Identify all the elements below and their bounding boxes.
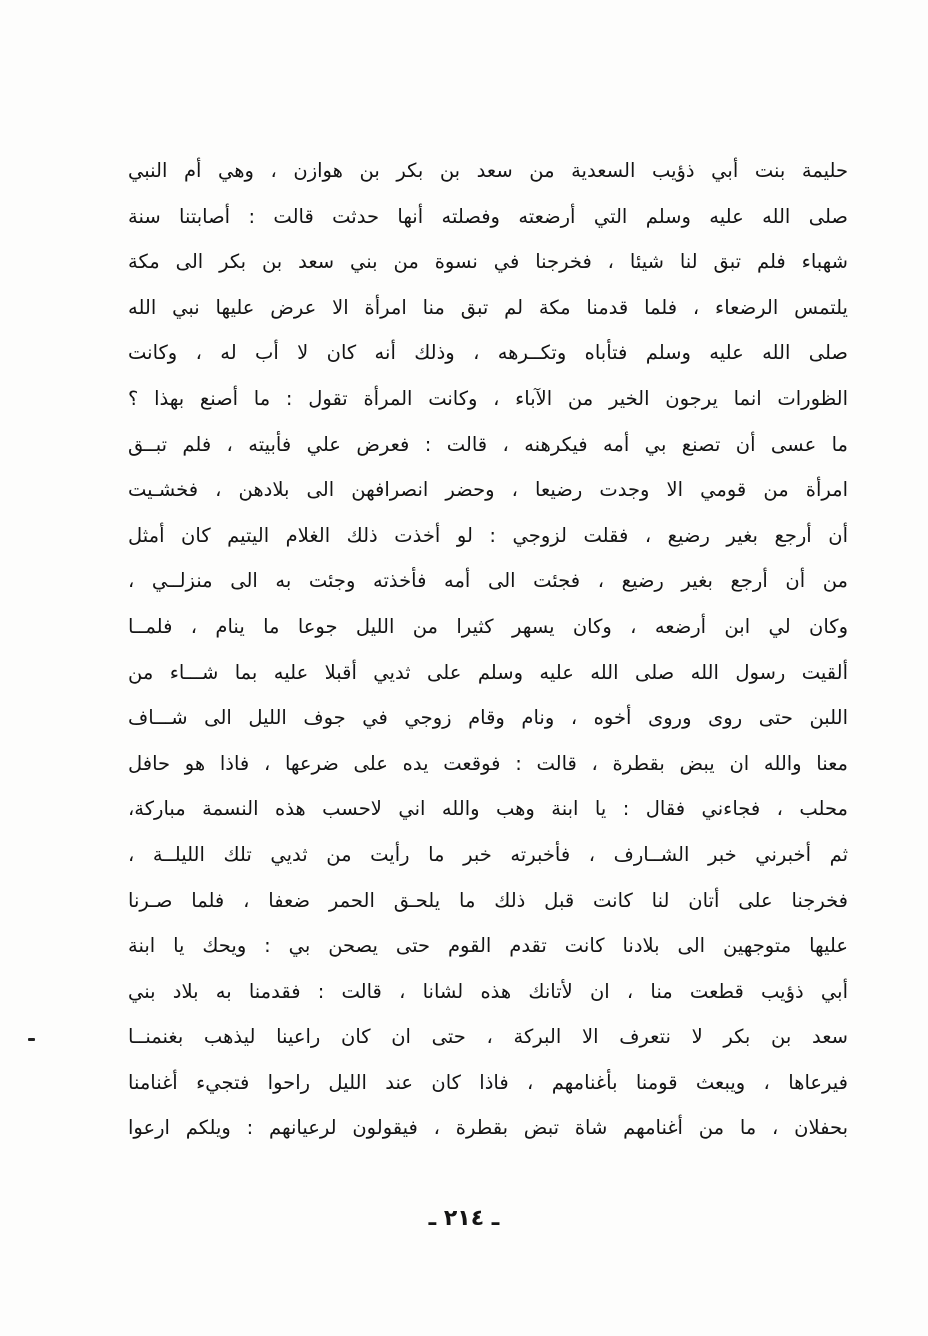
text-line: يلتمس الرضعاء ، فلما قدمنا مكة لم تبق منا امرأة الا عرض عليها نبي الله (128, 295, 848, 319)
text-line: من أن أرجع بغير رضيع ، فجئت الى أمه فأخذته وجئت به الى منزلــي ، (128, 569, 848, 593)
text-line: ثم أخبرني خبر الشــارف ، فأخبرته خبر ما رأيت من ثديي تلك الليلــة ، (128, 842, 848, 866)
text-line: عليها متوجهين الى بلادنا كانت تقدم القوم حتى يصحن بي : ويحك يا ابنة (128, 934, 848, 958)
text-line: معنا والله ان يبض بقطرة ، قالت : فوقعت يده على ضرعها ، فاذا هو حافل (128, 751, 848, 775)
text-line: محلب ، فجاءني فقال : يا ابنة وهب والله اني لاحسب هذه النسمة مباركة، (128, 797, 848, 821)
text-line: أن أرجع بغير رضيع ، فقلت لزوجي : لو أخذت ذلك الغلام اليتيم كان أمثل (128, 523, 848, 547)
text-line: فيرعاها ، ويبعث قومنا بأغنامهم ، فاذا كان عند الليل راحوا فتجيء أغنامنا (128, 1070, 848, 1094)
text-line: سعد بن بكر لا نتعرف الا البركة ، حتى ان كان راعينا ليذهب بغنمنــا (128, 1025, 848, 1049)
text-line: صلى الله عليه وسلم التي أرضعته وفصلته أنها حدثت قالت : أصابتنا سنة (128, 204, 848, 228)
text-line: أبي ذؤيب قطعت منا ، ان لأتانك هذه لشانا ، قالت : فقدمنا به بلاد بني (128, 979, 848, 1003)
text-line: الظورات انما يرجون الخير من الآباء ، وكانت المرأة تقول : ما أصنع بهذا ؟ (128, 386, 848, 410)
text-line: ألقيت رسول الله صلى الله عليه وسلم على ثديي أقبلا عليه بما شـــاء من (128, 660, 848, 684)
text-line: شهباء فلم تبق لنا شيئا ، فخرجنا في نسوة من بني سعد بن بكر الى مكة (128, 250, 848, 274)
page-number: ـ ٢١٤ ـ (428, 1206, 500, 1231)
text-line: فخرجنا على أتان لنا كانت قبل ذلك ما يلحـق الحمر ضعفا ، فلما صـرنا (128, 888, 848, 912)
text-line: امرأة من قومي الا وجدت رضيعا ، وحضر انصرافهن الى بلادهن ، فخشـيت (128, 478, 848, 502)
text-line: صلى الله عليه وسلم فتأباه وتكــرهه ، وذلك أنه كان لا أب له ، وكانت (128, 341, 848, 365)
text-line: اللبن حتى روى وروى أخوه ، ونام وقام زوجي في جوف الليل الى شـــاف (128, 706, 848, 730)
text-line: حليمة بنت أبي ذؤيب السعدية من سعد بن بكر بن هوازن ، وهي أم النبي (128, 159, 848, 182)
text-line: ما عسى أن تصنع بي أمه فيكرهنه ، قالت : فعرض علي فأبيته ، فلم تبــق (128, 432, 848, 456)
body-text (128, 148, 848, 1151)
text-line: بحفلان ، ما من أغنامهم شاة تبض بقطرة ، فيقولون لرعيانهم : ويلكم ارعوا (128, 1116, 848, 1140)
margin-mark (28, 1038, 35, 1041)
text-line: وكان لي ابن أرضعه ، وكان يسهر كثيرا من الليل جوعا ما ينام ، فلمــا (128, 614, 848, 638)
